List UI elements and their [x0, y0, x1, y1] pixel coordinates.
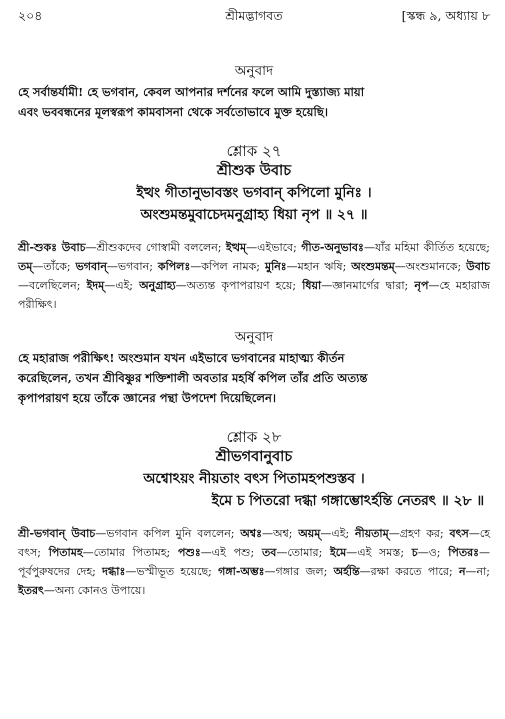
synonym-term: ভগবান্ [75, 260, 107, 273]
synonym-meaning: —এইভাবে; [246, 241, 302, 254]
synonym-term: পিতামহ [48, 546, 83, 559]
synonym-meaning: —শ্রীশুকদেব গোস্বামী বললেন; [85, 241, 226, 254]
synonym-term: শ্রী-শুকঃ উবাচ [18, 241, 86, 254]
translation-2 [18, 348, 490, 408]
translation-2-line: কৃপাপরায়ণ হয়ে তাঁকে জ্ঞানের পন্থা উপদেশ দিয়েছিলেন। [18, 391, 277, 405]
synonym-meaning: —রক্ষা করতে পারে; [359, 565, 459, 578]
synonym-term: ইমে [330, 546, 347, 559]
verse-27-number: শ্লোক ২৭ [226, 142, 282, 160]
synonym-meaning: —তোমার পিতামহ; [82, 546, 178, 559]
synonym-term: দগ্ধাঃ [102, 565, 126, 578]
synonym-meaning: —অত্যন্ত কৃপাপরায়ণ হয়ে; [175, 279, 303, 292]
verse-28-synonyms [18, 524, 490, 600]
synonym-meaning: —গ্রহণ কর; [388, 527, 450, 540]
synonym-term: নৃপ [414, 279, 429, 292]
synonym-meaning: —এই; [320, 527, 355, 540]
synonym-meaning: —হে মহারাজ পরীক্ষিৎ। [18, 279, 490, 311]
running-header [18, 8, 490, 30]
verse-27-speaker: শ্রীশুক উবাচ [216, 162, 292, 179]
canto-chapter: [স্কন্ধ ৯, অধ্যায় ৮ [401, 8, 490, 23]
synonym-meaning: —না; [465, 565, 491, 578]
synonym-term: অশ্বঃ [240, 527, 262, 540]
synonym-meaning: —এই পশু; [200, 546, 262, 559]
synonym-meaning: —ভস্মীভূত হয়েছে; [125, 565, 219, 578]
synonym-meaning: —পূর্বপুরুষদের দেহ; [18, 546, 490, 578]
translation-1 [18, 82, 490, 122]
translation-heading-2: অনুবাদ [234, 329, 274, 345]
synonym-term: অর্হন্তি [333, 565, 360, 578]
synonym-meaning: —ভগবান; [106, 260, 158, 273]
synonym-term: ইত্থম্ [225, 241, 247, 254]
synonym-term: মুনিঃ [264, 260, 287, 273]
translation-2-line: হে মহারাজ পরীক্ষিৎ! অংশুমান যখন এইভাবে ভগবানের মাহাত্ম্য কীর্তন [18, 351, 345, 365]
synonym-meaning: —তাঁকে; [32, 260, 76, 273]
translation-2-line: করেছিলেন, তখন শ্রীবিষ্ণুর শক্তিশালী অবতার মহর্ষি কপিল তাঁর প্রতি অত্যন্ত [18, 371, 368, 385]
synonym-meaning: —তোমার; [276, 546, 330, 559]
synonym-term: ন [458, 565, 466, 578]
synonym-term: গীত-অনুভাবঃ [301, 241, 364, 254]
verse-27-line: ইত্থং গীতানুভাবস্তং ভগবান্ কপিলো মুনিঃ । [136, 185, 372, 201]
synonym-meaning: —কপিল নামক; [190, 260, 265, 273]
verse-28-speaker: শ্রীভগবানুবাচ [215, 448, 293, 465]
verse-28-line: অশ্বোঽয়ং নীয়তাং বৎস পিতামহপশুস্তব । [143, 471, 365, 487]
synonym-meaning: —অন্য কোনও উপায়ে। [43, 584, 146, 597]
synonym-term: অয়ম্ [298, 527, 321, 540]
synonym-term: উবাচ [466, 260, 490, 273]
translation-heading-1: অনুবাদ [234, 63, 274, 79]
synonym-meaning: —এই সমস্ত; [346, 546, 412, 559]
book-page [18, 8, 490, 600]
synonym-term: অনুগ্রাহ্য [139, 279, 176, 292]
synonym-term: ইদম্ [86, 279, 105, 292]
synonym-meaning: —অংশুমানকে; [394, 260, 467, 273]
synonym-meaning: —বলেছিলেন; [18, 279, 87, 292]
verse-28-line: ইমে চ পিতরো দগ্ধা গঙ্গাম্ভোঽর্হন্তি নেতরৎ ॥ ২৮ ॥ [211, 493, 484, 509]
synonym-term: শ্রী-ভগবান্ উবাচ [18, 527, 96, 540]
synonym-meaning: —ও; [417, 546, 449, 559]
synonym-meaning: —মহান ঋষি; [286, 260, 352, 273]
synonym-meaning: —যাঁর মহিমা কীর্তিত হয়েছে; [363, 241, 490, 254]
synonym-term: কপিলঃ [157, 260, 191, 273]
synonym-term: অংশুমন্তম্ [351, 260, 395, 273]
synonym-term: ধিয়া [302, 279, 322, 292]
synonym-term: ইতরৎ [18, 584, 44, 597]
synonym-term: তব [261, 546, 277, 559]
synonym-term: চ [411, 546, 418, 559]
synonym-term: তম্ [18, 260, 33, 273]
synonym-term: বৎস [449, 527, 469, 540]
page-number: ২০৪ [18, 8, 43, 23]
synonym-meaning: —গঙ্গার জল; [264, 565, 334, 578]
verse-28-number: শ্লোক ২৮ [226, 428, 282, 446]
verse-27-line: অংশুমন্তমুবাচেদমনুগ্রাহ্য ধিয়া নৃপ ॥ ২৭ ॥ [140, 207, 368, 223]
synonym-meaning: —হে বৎস; [18, 527, 490, 559]
translation-1-line: হে সর্বান্তর্যামী! হে ভগবান, কেবল আপনার দর্শনের ফলে আমি দুস্ত্যাজ্য মায়া [18, 85, 365, 99]
book-title: শ্রীমদ্ভাগবত [225, 8, 283, 23]
synonym-term: নীয়তাম্ [354, 527, 389, 540]
synonym-term: পশুঃ [177, 546, 201, 559]
synonym-term: পিতরঃ [448, 546, 479, 559]
synonym-meaning: —এই; [104, 279, 140, 292]
synonym-term: গঙ্গা-অম্ভঃ [218, 565, 265, 578]
verse-27-synonyms [18, 238, 490, 314]
synonym-meaning: —অশ্ব; [261, 527, 299, 540]
synonym-meaning: —ভগবান কপিল মুনি বললেন; [95, 527, 241, 540]
translation-1-line: এবং ভববন্ধনের মূলস্বরূপ কামবাসনা থেকে সর্বতোভাবে মুক্ত হয়েছি। [18, 105, 329, 119]
synonym-meaning: —জ্ঞানমার্গের দ্বারা; [321, 279, 415, 292]
